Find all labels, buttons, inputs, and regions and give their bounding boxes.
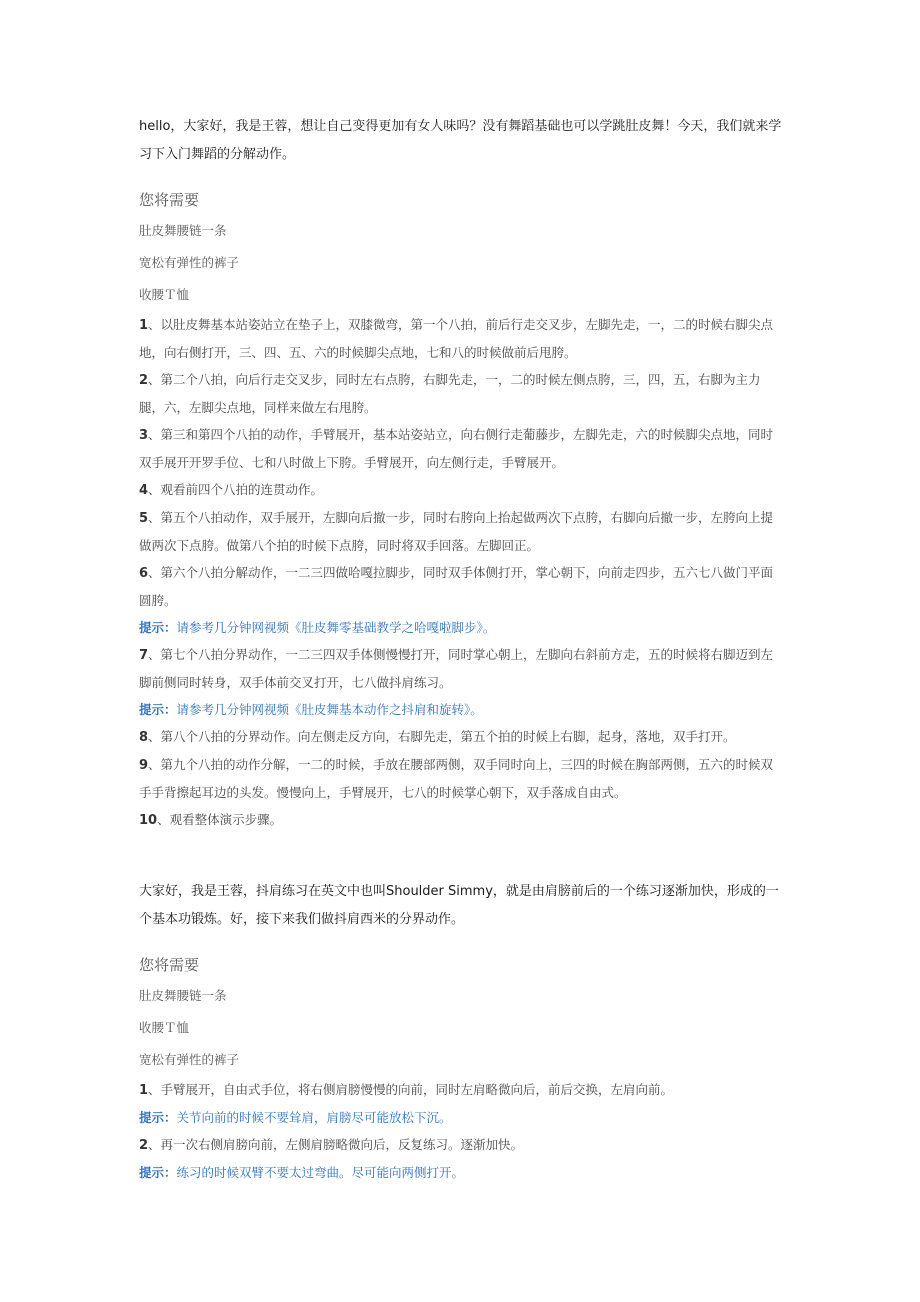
step-text: 、观看整体演示步骤。	[157, 812, 283, 827]
article1-needs-title: 您将需要	[139, 191, 200, 209]
step-number: 2	[139, 373, 149, 388]
step-number: 6	[139, 566, 149, 581]
tip-text: 练习的时候双臂不要太过弯曲。尽可能向两侧打开。	[176, 1165, 465, 1180]
step-text: 、再一次右侧肩膀向前，左侧肩膀略微向后，反复练习。逐渐加快。	[148, 1137, 524, 1152]
step-number: 1	[139, 318, 149, 333]
need-item: 宽松有弹性的裤子	[139, 255, 240, 270]
article2-needs-list	[139, 980, 784, 1076]
step-item	[139, 311, 784, 366]
step-text: 、观看前四个八拍的连贯动作。	[148, 482, 324, 497]
tip-label: 提示：	[139, 1165, 177, 1180]
tip-label: 提示：	[139, 702, 177, 717]
step-number: 7	[139, 648, 149, 663]
need-item: 肚皮舞腰链一条	[139, 223, 227, 238]
step-item	[139, 476, 784, 504]
step-text: 、第八个八拍的分界动作。向左侧走反方向，右脚先走，第五个拍的时候上右脚，起身，落地，双手打开。	[148, 729, 736, 744]
article1-intro: hello，大家好，我是王蓉，想让自己变得更加有女人味吗？没有舞蹈基础也可以学跳肚皮舞！今天，我们就来学习下入门舞蹈的分解动作。	[139, 119, 782, 162]
need-item: 收腰Ｔ恤	[139, 287, 190, 302]
step-item	[139, 751, 784, 806]
need-item: 宽松有弹性的裤子	[139, 1052, 240, 1067]
step-item	[139, 366, 784, 421]
article1-needs-list	[139, 215, 784, 311]
tip-label: 提示：	[139, 620, 177, 635]
step-text: 、第三和第四个八拍的动作，手臂展开，基本站姿站立，向右侧行走葡藤步，左脚先走，六的时候脚尖点地，同时双手展开开罗手位、七和八时做上下胯。手臂展开，向左侧行走，手臂展开。	[139, 427, 774, 470]
article2-intro: 大家好，我是王蓉，抖肩练习在英文中也叫Shoulder Simmy，就是由肩膀前后的一个练习逐渐加快，形成的一个基本功锻炼。好，接下来我们做抖肩西米的分界动作。	[139, 884, 779, 927]
step-item	[139, 504, 784, 559]
step-item	[139, 1131, 784, 1159]
step-text: 、第五个八拍动作，双手展开，左脚向后撤一步，同时右胯向上抬起做两次下点胯，右脚向后撤一步，左胯向上提做两次下点胯。做第八个拍的时候下点胯，同时将双手回落。左脚回正。	[139, 510, 774, 553]
article2-needs-title: 您将需要	[139, 956, 200, 974]
article1-steps	[139, 311, 784, 834]
step-item	[139, 806, 784, 834]
document-page	[139, 113, 784, 1186]
step-item	[139, 1076, 784, 1104]
step-text: 、第二个八拍，向后行走交叉步，同时左右点胯，右脚先走，一，二的时候左侧点胯，三，四，五，右脚为主力腿，六，左脚尖点地，同样来做左右甩胯。	[139, 372, 761, 415]
need-item: 肚皮舞腰链一条	[139, 988, 227, 1003]
step-text: 、第六个八拍分解动作，一二三四做哈嘎拉脚步，同时双手体侧打开，掌心朝下，向前走四步，五六七八做门平面圆胯。	[139, 565, 774, 608]
section-gap	[139, 834, 784, 878]
step-text: 、第七个八拍分界动作，一二三四双手体侧慢慢打开，同时掌心朝上，左脚向右斜前方走，五的时候将右脚迈到左脚前侧同时转身，双手体前交叉打开，七八做抖肩练习。	[139, 647, 774, 690]
tip-item	[139, 1159, 784, 1186]
step-number: 8	[139, 730, 149, 745]
step-number: 2	[139, 1138, 149, 1153]
tip-text: 关节向前的时候不要耸肩，肩膀尽可能放松下沉。	[176, 1110, 452, 1125]
step-number: 3	[139, 428, 149, 443]
tip-item	[139, 1104, 784, 1131]
step-item	[139, 641, 784, 696]
step-number: 1	[139, 1083, 149, 1098]
tip-item	[139, 614, 784, 641]
step-text: 、手臂展开，自由式手位，将右侧肩膀慢慢的向前，同时左肩略微向后，前后交换，左肩向前。	[148, 1082, 674, 1097]
step-item	[139, 421, 784, 476]
tip-label: 提示：	[139, 1110, 177, 1125]
tip-item	[139, 696, 784, 723]
step-number: 9	[139, 758, 149, 773]
tip-link[interactable]: 请参考几分钟网视频《肚皮舞零基础教学之哈嘎啦脚步》。	[176, 620, 496, 635]
step-number: 5	[139, 511, 149, 526]
article2-steps	[139, 1076, 784, 1186]
need-item: 收腰Ｔ恤	[139, 1020, 190, 1035]
step-text: 、第九个八拍的动作分解，一二的时候，手放在腰部两侧，双手同时向上，三四的时候在胸部两侧，五六的时候双手手背擦起耳边的头发。慢慢向上，手臂展开，七八的时候掌心朝下，双手落成自由式。	[139, 757, 774, 800]
step-item	[139, 723, 784, 751]
step-item	[139, 559, 784, 614]
step-text: 、以肚皮舞基本站姿站立在垫子上，双膝微弯，第一个八拍，前后行走交叉步，左脚先走，一，二的时候右脚尖点地，向右侧打开，三、四、五、六的时候脚尖点地，七和八的时候做前后甩胯。	[139, 317, 774, 360]
step-number: 4	[139, 483, 149, 498]
step-number: 10	[139, 813, 158, 828]
tip-link[interactable]: 请参考几分钟网视频《肚皮舞基本动作之抖肩和旋转》。	[176, 702, 483, 717]
